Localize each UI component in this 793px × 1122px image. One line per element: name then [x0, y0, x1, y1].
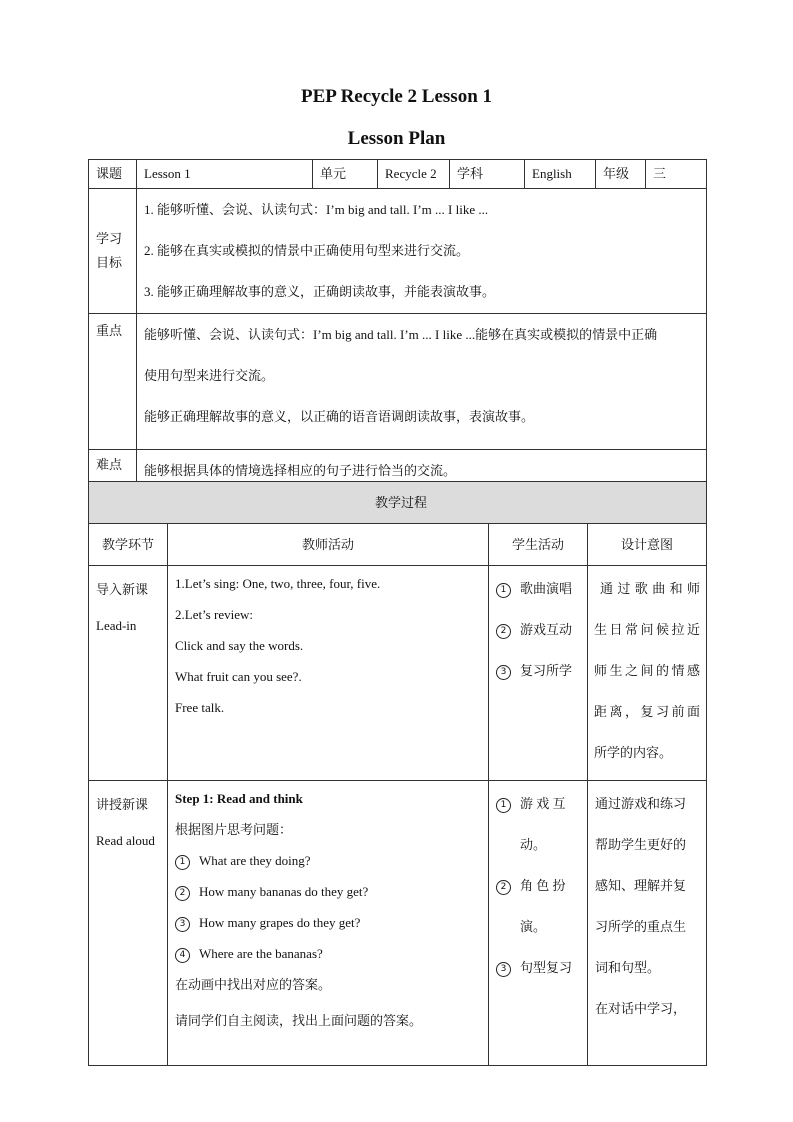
- col-stage: 教学环节: [89, 524, 168, 566]
- objectives-list: [137, 189, 707, 314]
- leadin-intent-line: 生日常问候拉近: [594, 622, 701, 637]
- readaloud-stage-cn: 讲授新课: [96, 797, 149, 812]
- student-activity-text: 游 戏 互: [520, 796, 566, 811]
- key-points-label: 重点: [89, 314, 137, 450]
- leadin-teacher-line: Free talk.: [175, 700, 225, 715]
- readaloud-student-item: [496, 947, 587, 988]
- student-activity-text: 句型复习: [520, 960, 573, 975]
- subject-label: 学科: [450, 160, 525, 189]
- question-item: [175, 876, 488, 907]
- circled-number: 3: [496, 665, 511, 680]
- goals-table: [88, 188, 707, 500]
- topic-label: 课题: [89, 160, 137, 189]
- readaloud-intent-line: 通过游戏和练习: [595, 796, 687, 811]
- readaloud-intent-line: 在对话中学习，: [595, 1001, 687, 1016]
- teacher-instruction: 在动画中找出对应的答案。: [175, 977, 332, 992]
- info-table: [88, 159, 707, 189]
- readaloud-intent-line: 习所学的重点生: [595, 919, 687, 934]
- objective-item: 3. 能够正确理解故事的意义，正确朗读故事，并能表演故事。: [144, 283, 496, 299]
- process-table: [88, 481, 707, 1066]
- circled-number: 1: [496, 798, 511, 813]
- question-text: How many grapes do they get?: [199, 915, 361, 930]
- student-activity-text: 歌曲演唱: [520, 581, 573, 596]
- difficulty-label: 难点: [89, 450, 137, 500]
- unit-label: 单元: [313, 160, 378, 189]
- col-intent: 设计意图: [588, 524, 707, 566]
- readaloud-intent-line: 帮助学生更好的: [595, 837, 687, 852]
- readaloud-intent-line: 感知、理解并复: [595, 878, 687, 893]
- key-point-line: 使用句型来进行交流。: [144, 367, 275, 383]
- leadin-teacher-line: What fruit can you see?.: [175, 669, 302, 684]
- student-activity-cont: 动。: [520, 837, 547, 852]
- leadin-teacher-line: 2.Let’s review:: [175, 607, 253, 622]
- objective-item: 1. 能够听懂、会说、认读句式：I’m big and tall. I’m ... I like ...: [144, 201, 489, 217]
- step-title: Step 1: Read and think: [175, 791, 303, 806]
- readaloud-student-item: [496, 783, 587, 824]
- readaloud-stage-en: Read aloud: [96, 833, 155, 848]
- grade-label: 年级: [596, 160, 646, 189]
- circled-number: 3: [175, 917, 190, 932]
- leadin-row: [89, 566, 707, 781]
- question-prompt: 根据图片思考问题：: [175, 822, 293, 837]
- question-text: Where are the bananas?: [199, 946, 323, 961]
- circled-number: 2: [496, 880, 511, 895]
- leadin-stage-en: Lead-in: [96, 618, 137, 633]
- objective-item: 2. 能够在真实或模拟的情景中正确使用句型来进行交流。: [144, 242, 470, 258]
- col-students: 学生活动: [489, 524, 588, 566]
- circled-number: 1: [496, 583, 511, 598]
- leadin-student-item: [496, 650, 587, 691]
- process-header: 教学过程: [89, 482, 707, 524]
- leadin-teacher-line: 1.Let’s sing: One, two, three, four, five.: [175, 576, 381, 591]
- question-text: What are they doing?: [199, 853, 311, 868]
- key-points-text: [137, 314, 707, 450]
- question-text: How many bananas do they get?: [199, 884, 369, 899]
- grade-value: 三: [646, 160, 707, 189]
- student-activity-text: 角 色 扮: [520, 878, 566, 893]
- circled-number: 4: [175, 948, 190, 963]
- leadin-student-item: [496, 609, 587, 650]
- circled-number: 2: [496, 624, 511, 639]
- col-teacher: 教师活动: [168, 524, 489, 566]
- circled-number: 1: [175, 855, 190, 870]
- readaloud-row: [89, 781, 707, 1066]
- circled-number: 2: [175, 886, 190, 901]
- readaloud-student-item: [496, 865, 587, 906]
- leadin-teacher-line: Click and say the words.: [175, 638, 304, 653]
- difficulty-text: 能够根据具体的情境选择相应的句子进行恰当的交流。: [144, 462, 457, 478]
- key-point-line: 能够听懂、会说、认读句式：I’m big and tall. I’m ... I like ...能够在真实或模拟的情景中正确: [144, 326, 658, 342]
- student-activity-text: 游戏互动: [520, 622, 573, 637]
- document-subtitle: Lesson Plan: [347, 128, 446, 149]
- unit-value: Recycle 2: [378, 160, 450, 189]
- question-item: [175, 907, 488, 938]
- subject-value: English: [525, 160, 596, 189]
- leadin-student-item: [496, 568, 587, 609]
- objectives-label: 学习目标: [96, 231, 123, 270]
- student-activity-cont: 演。: [520, 919, 547, 934]
- circled-number: 3: [496, 962, 511, 977]
- question-item: [175, 845, 488, 876]
- leadin-intent-line: 师生之间的情感: [594, 663, 701, 678]
- document-title: PEP Recycle 2 Lesson 1: [300, 86, 493, 107]
- student-activity-text: 复习所学: [520, 663, 573, 678]
- teacher-instruction: 请同学们自主阅读，找出上面问题的答案。: [175, 1013, 423, 1028]
- topic-value: Lesson 1: [137, 160, 313, 189]
- leadin-intent-line: 通过歌曲和师: [600, 581, 701, 596]
- leadin-stage-cn: 导入新课: [96, 582, 149, 597]
- leadin-intent-line: 距离，复习前面: [594, 704, 701, 719]
- question-item: [175, 938, 488, 969]
- leadin-intent-line: 所学的内容。: [594, 745, 673, 760]
- key-point-line: 能够正确理解故事的意义，以正确的语音语调朗读故事，表演故事。: [144, 408, 535, 424]
- readaloud-intent-line: 词和句型。: [595, 960, 661, 975]
